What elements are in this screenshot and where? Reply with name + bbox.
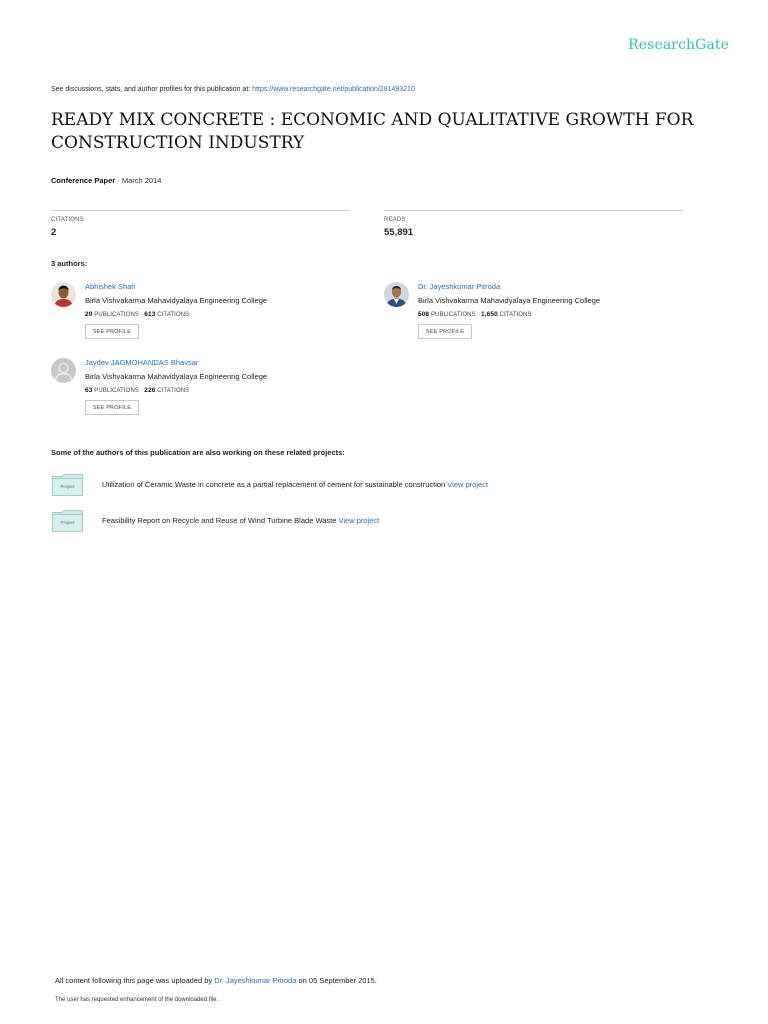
citations-stat (51, 210, 350, 238)
paper-date: · March 2014 (115, 176, 162, 185)
see-profile-button[interactable]: SEE PROFILE (85, 324, 139, 339)
project-item (52, 474, 692, 498)
project-item (52, 510, 692, 534)
upload-suffix: on 05 September 2015. (296, 976, 377, 985)
researchgate-logo[interactable]: ResearchGate (628, 37, 729, 53)
author-institution: Birla Vishvakarma Mahavidyalaya Engineering College (85, 372, 268, 381)
project-folder-icon (52, 474, 83, 496)
citations-count: 613 (144, 311, 156, 318)
project-icon-label: Project (60, 484, 75, 489)
citations-label: CITATIONS (157, 312, 190, 318)
citations-label: CITATIONS (157, 388, 190, 394)
author-stats (418, 311, 600, 318)
author-institution: Birla Vishvakarma Mahavidyalaya Engineering College (418, 296, 601, 305)
see-profile-button[interactable]: SEE PROFILE (418, 324, 472, 339)
avatar[interactable] (51, 282, 76, 307)
author-card (384, 282, 684, 352)
project-icon-label: Project (60, 520, 75, 525)
upload-note (55, 976, 377, 985)
author-name-link[interactable]: Jaydev JAGMOHANDAS Bhavsar (85, 358, 199, 367)
avatar[interactable] (384, 282, 409, 307)
publications-count: 63 (85, 387, 93, 394)
author-info (85, 358, 267, 415)
author-info (418, 282, 600, 339)
project-text (102, 480, 488, 489)
view-project-link[interactable]: View project (447, 480, 489, 489)
publications-label: PUBLICATIONS (94, 388, 139, 394)
project-text (102, 516, 379, 525)
citations-label: CITATIONS (499, 312, 532, 318)
author-stats (85, 387, 267, 394)
avatar[interactable] (51, 358, 76, 383)
paper-type: Conference Paper (51, 176, 116, 185)
publications-count: 29 (85, 311, 93, 318)
author-photo-icon (51, 282, 76, 307)
paper-meta (51, 176, 161, 185)
projects-heading: Some of the authors of this publication are also working on these related projects: (51, 448, 345, 457)
authors-heading: 3 authors: (51, 259, 88, 268)
author-photo-icon (384, 282, 409, 307)
publications-count: 508 (418, 311, 430, 318)
paper-title: READY MIX CONCRETE : ECONOMIC AND QUALITATIVE GROWTH FOR CONSTRUCTION INDUSTRY (51, 110, 694, 153)
author-institution: Birla Vishvakarma Mahavidyalaya Engineering College (85, 296, 268, 305)
reads-label: READS (384, 217, 406, 223)
project-title: Utilization of Ceramic Waste in concrete as a partial replacement of cement for sustainable construction (102, 480, 448, 489)
publications-label: PUBLICATIONS (430, 312, 476, 318)
upload-prefix: All content following this page was uploaded by (55, 976, 215, 985)
publications-label: PUBLICATIONS (94, 312, 139, 318)
project-folder-icon (52, 510, 83, 532)
discussion-line (51, 86, 415, 93)
default-avatar-icon (51, 358, 76, 383)
author-card (51, 282, 351, 352)
author-card (51, 358, 351, 428)
view-project-link[interactable]: View project (338, 516, 380, 525)
citations-label: CITATIONS (51, 217, 84, 223)
see-profile-button[interactable]: SEE PROFILE (85, 400, 139, 415)
reads-value: 55,891 (384, 227, 414, 238)
author-name-link[interactable]: Dr. Jayeshkumar Pitroda (418, 282, 501, 291)
author-name-link[interactable]: Abhishek Shah (85, 282, 136, 291)
enhancement-note: The user has requested enhancement of the downloaded file. (55, 997, 219, 1003)
citations-count: 226 (144, 387, 156, 394)
author-stats (85, 311, 267, 318)
reads-stat (384, 210, 683, 238)
citations-value: 2 (51, 227, 57, 238)
discussion-prefix: See discussions, stats, and author profiles for this publication at: (51, 86, 253, 93)
project-title: Feasibility Report on Recycle and Reuse of Wind Turbine Blade Waste (102, 516, 339, 525)
publication-url-link[interactable]: https://www.researchgate.net/publication/281493210 (252, 86, 415, 93)
uploader-link[interactable]: Dr. Jayeshkumar Pitroda (214, 976, 297, 985)
author-info (85, 282, 267, 339)
citations-count: 1,650 (481, 311, 498, 318)
